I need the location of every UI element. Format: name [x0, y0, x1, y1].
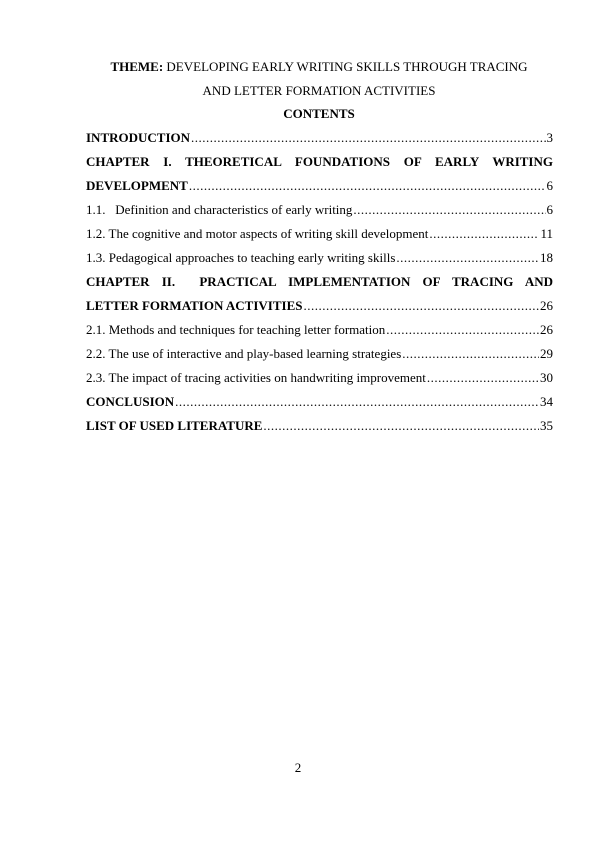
dot-leader — [353, 198, 545, 222]
theme-title — [80, 55, 558, 103]
table-of-contents — [86, 126, 553, 438]
theme-line-1 — [80, 55, 558, 79]
toc-entry-conclusion[interactable] — [86, 390, 553, 414]
dot-leader — [189, 174, 546, 198]
dot-leader — [429, 222, 539, 246]
toc-entry-1-1[interactable] — [86, 198, 553, 222]
dot-leader — [427, 366, 539, 390]
toc-page-number: 6 — [546, 178, 553, 193]
toc-entry-2-1[interactable] — [86, 318, 553, 342]
toc-entry-1-3[interactable] — [86, 246, 553, 270]
toc-page-number: 30 — [540, 370, 553, 385]
dot-leader — [402, 342, 539, 366]
toc-entry-chapter2-line1[interactable]: CHAPTER II. PRACTICAL IMPLEMENTATION OF TRACING AND — [86, 274, 553, 289]
toc-entry-2-3[interactable] — [86, 366, 553, 390]
toc-entry-title: 1.1. Definition and characteristics of early writing — [86, 202, 353, 217]
toc-entry-title: 1.3. Pedagogical approaches to teaching early writing skills — [86, 250, 396, 265]
toc-entry-title: LIST OF USED LITERATURE — [86, 418, 263, 433]
dot-leader — [303, 294, 539, 318]
toc-entry-title: INTRODUCTION — [86, 130, 191, 145]
dot-leader — [175, 390, 539, 414]
toc-entry-title: 2.3. The impact of tracing activities on handwriting improvement — [86, 370, 426, 385]
toc-page-number: 6 — [546, 202, 553, 217]
toc-entry-title: 2.1. Methods and techniques for teaching letter formation — [86, 322, 386, 337]
toc-page-number: 3 — [546, 130, 553, 145]
toc-entry-title: 1.2. The cognitive and motor aspects of writing skill development — [86, 226, 429, 241]
theme-label: THEME: — [110, 59, 164, 74]
page-number: 2 — [294, 760, 302, 775]
toc-page-number: 26 — [540, 298, 553, 313]
dot-leader — [263, 414, 539, 438]
toc-entry-chapter1[interactable] — [86, 174, 553, 198]
toc-entry-2-2[interactable] — [86, 342, 553, 366]
toc-page-number: 11 — [540, 226, 553, 241]
toc-entry-title: DEVELOPMENT — [86, 178, 188, 193]
toc-page-number: 26 — [540, 322, 553, 337]
toc-entry-chapter2[interactable] — [86, 294, 553, 318]
toc-page-number: 18 — [540, 250, 553, 265]
toc-entry-title: CONCLUSION — [86, 394, 175, 409]
toc-entry-title: LETTER FORMATION ACTIVITIES — [86, 298, 303, 313]
toc-page-number: 34 — [540, 394, 553, 409]
theme-text-1: DEVELOPING EARLY WRITING SKILLS THROUGH TRACING — [166, 59, 528, 74]
theme-line-2: AND LETTER FORMATION ACTIVITIES — [202, 83, 436, 98]
dot-leader — [386, 318, 539, 342]
toc-entry-introduction[interactable] — [86, 126, 553, 150]
dot-leader — [396, 246, 539, 270]
toc-entry-literature[interactable] — [86, 414, 553, 438]
toc-entry-1-2[interactable] — [86, 222, 553, 246]
contents-heading: CONTENTS — [283, 106, 355, 121]
dot-leader — [191, 126, 545, 150]
toc-page-number: 29 — [540, 346, 553, 361]
toc-page-number: 35 — [540, 418, 553, 433]
toc-entry-chapter1-line1[interactable]: CHAPTER I. THEORETICAL FOUNDATIONS OF EARLY WRITING — [86, 154, 553, 169]
toc-entry-title: 2.2. The use of interactive and play-based learning strategies — [86, 346, 402, 361]
